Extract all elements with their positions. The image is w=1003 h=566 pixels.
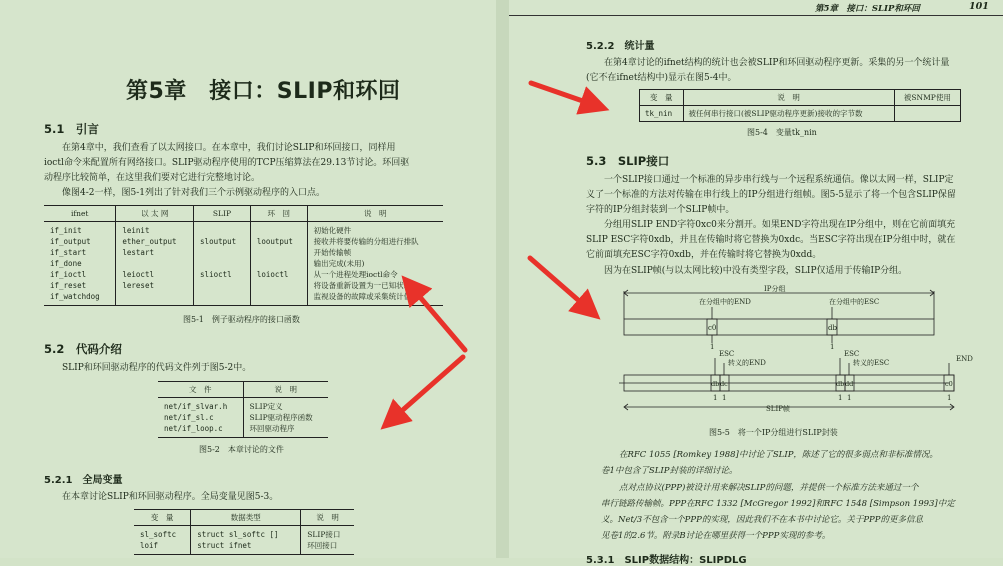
esc-label: ESC <box>844 350 860 358</box>
col-header: 变 量 <box>640 90 684 106</box>
ethernet-column: leinit ether_output lestart leioctl lereset <box>116 222 194 306</box>
description-cell: 被任何串行接口(被SLIP驱动程序更新)接收的字节数 <box>683 106 894 122</box>
col-header: 变 量 <box>134 510 191 526</box>
note-line: 义。Net/3不包含一个PPP的实现，因此我们不在本书中讨论它。关于PPP的更多信息 <box>601 515 923 525</box>
paragraph-line: (它不在ifnet结构中)显示在图5-4中。 <box>586 73 737 83</box>
description-column: 初始化硬件 接收并将要传输的分组进行排队 开始传输帧 输出完成(未用) 从一个进程处理ioctl命令 将设备重新设置为一已知状态 监视设备的故障或采集统计信息 <box>307 222 443 306</box>
paragraph-line: 字符的IP分组封装到一个SLIP帧中。 <box>586 205 735 215</box>
left-page <box>0 0 496 558</box>
file-desc-column: SLIP定义 SLIP驱动程序函数 环回驱动程序 <box>243 398 328 438</box>
escaped-end-label: 转义的END <box>728 359 766 367</box>
escaped-esc-label: 转义的ESC <box>853 359 890 367</box>
col-header: 以 太 网 <box>116 206 194 222</box>
db-cell: db <box>828 324 837 332</box>
section-5-3-heading: 5.3 SLIP接口 <box>586 154 670 168</box>
slip-column: sloutput slioctl <box>194 222 251 306</box>
col-header: 说 明 <box>683 90 894 106</box>
section-5-2-1-heading: 5.2.1 全局变量 <box>44 475 123 486</box>
note-line: 卷1中包含了SLIP封装的详细讨论。 <box>601 466 738 476</box>
db-cell: db <box>836 380 845 388</box>
end-in-packet-label: 在分组中的END <box>699 298 751 306</box>
figure-5-1-table <box>44 205 443 306</box>
variable-cell: tk_nin <box>640 106 684 122</box>
figure-5-1-caption: 图5-1 例子驱动程序的接口函数 <box>183 315 300 324</box>
ifnet-column: if_init if_output if_start if_done if_ioctl if_reset if_watchdog <box>50 226 100 301</box>
paragraph-line: 因为在SLIP帧(与以太网比较)中没有类型字段，SLIP仅适用于传输IP分组。 <box>604 266 908 276</box>
end-label: END <box>956 355 973 363</box>
paragraph-line: 分组用SLIP END字符0xc0来分割开。如果END字符出现在IP分组中，则在它前面填充 <box>604 220 956 230</box>
col-header: 被SNMP使用 <box>894 90 960 106</box>
col-header: 文 件 <box>158 382 243 398</box>
section-5-2-heading: 5.2 代码介绍 <box>44 342 122 356</box>
col-header: ifnet <box>44 206 116 222</box>
right-page <box>509 0 1003 566</box>
type-column: struct sl_softc [] struct ifnet <box>191 526 301 555</box>
paragraph-line: 像图4-2一样，图5-1列出了针对我们三个示例驱动程序的入口点。 <box>62 188 325 198</box>
col-header: 说 明 <box>307 206 443 222</box>
one-label: 1 <box>830 343 835 351</box>
running-head: 第5章 接口：SLIP和环回 <box>815 4 920 14</box>
chapter-title: 第5章 接口：SLIP和环回 <box>126 79 401 104</box>
col-header: 说 明 <box>243 382 328 398</box>
c0-cell: c0 <box>708 324 717 332</box>
note-line: 串行链路传输帧。PPP在RFC 1332 [McGregor 1992]和RFC 1548 [Simpson 1993]中定 <box>601 499 955 509</box>
paragraph-line: 在第4章中，我们查看了以太网接口。在本章中，我们讨论SLIP和环回接口，同样用 <box>62 143 396 153</box>
paragraph-line: 在本章讨论SLIP和环回驱动程序。全局变量见图5-3。 <box>62 492 279 502</box>
section-5-1-heading: 5.1 引言 <box>44 122 99 136</box>
figure-5-4-caption: 图5-4 变量tk_nin <box>747 128 817 137</box>
slip-frame-label: SLIP帧 <box>766 405 790 413</box>
figure-5-2-table <box>158 381 328 438</box>
var-desc-column: SLIP接口 环回接口 <box>301 526 354 555</box>
snmp-cell <box>894 106 960 122</box>
one-label: 1 <box>947 394 952 402</box>
note-line: 点对点协议(PPP)被设计用来解决SLIP的问题，并提供一个标准方法来通过一个 <box>619 483 919 493</box>
variable-column: sl_softc loif <box>140 530 177 550</box>
paragraph-line: SLIP ESC字符0xdb，并且在传输时将它替换为0xdc。当ESC字符出现在IP分组中时，就在 <box>586 235 956 245</box>
one-label: 1 <box>847 394 852 402</box>
db-cell: db <box>711 380 720 388</box>
file-column: net/if_slvar.h net/if_sl.c net/if_loop.c <box>164 402 228 433</box>
one-label: 1 <box>838 394 843 402</box>
figure-5-5-diagram <box>604 283 973 423</box>
one-label: 1 <box>722 394 727 402</box>
esc-in-packet-label: 在分组中的ESC <box>829 298 880 306</box>
figure-5-3-table <box>134 509 354 555</box>
esc-label: ESC <box>719 350 735 358</box>
col-header: 数据类型 <box>191 510 301 526</box>
figure-5-5-caption: 图5-5 将一个IP分组进行SLIP封装 <box>709 428 838 437</box>
c0-cell: c0 <box>945 380 953 388</box>
dc-cell: dc <box>720 380 728 388</box>
paragraph-line: 在第4章讨论的ifnet结构的统计也会被SLIP和环回驱动程序更新。采集的另一个统计量 <box>604 58 950 68</box>
paragraph-line: 动程序比较简单，在这里我们要对它进行完整地讨论。 <box>44 173 261 183</box>
paragraph-line: 它前面填充ESC字符0xdb，并在传输时将它替换为0xdd。 <box>586 250 822 260</box>
col-header: 说 明 <box>301 510 354 526</box>
note-line: 在RFC 1055 [Romkey 1988]中讨论了SLIP，陈述了它的很多弱点和非标准情况。 <box>619 450 938 460</box>
book-gutter <box>496 0 509 558</box>
figure-5-2-caption: 图5-2 本章讨论的文件 <box>199 445 284 454</box>
loopback-column: looutput loioctl <box>250 222 307 306</box>
paragraph-line: 义了一个标准的方法对传输在串行线上的IP分组进行组帧。图5-5显示了将一个包含SLIP保留 <box>586 190 956 200</box>
dd-cell: dd <box>845 380 854 388</box>
section-5-2-2-heading: 5.2.2 统计量 <box>586 41 655 52</box>
page-number: 101 <box>969 1 989 12</box>
col-header: SLIP <box>194 206 251 222</box>
cut-heading: 5.3.1 SLIP数据结构：SLIPDLG <box>586 555 747 566</box>
paragraph-line: SLIP和环回驱动程序的代码文件列于图5-2中。 <box>62 363 252 373</box>
col-header: 环 回 <box>250 206 307 222</box>
one-label: 1 <box>710 343 715 351</box>
one-label: 1 <box>713 394 718 402</box>
ip-packet-label: IP分组 <box>764 285 786 293</box>
paragraph-line: ioctl命令来配置所有网络接口。SLIP驱动程序使用的TCP压缩算法在29.13节讨论。环回驱 <box>44 158 410 168</box>
running-header <box>509 0 1003 16</box>
figure-5-4-table <box>639 89 961 122</box>
paragraph-line: 一个SLIP接口通过一个标准的异步串行线与一个远程系统通信。像以太网一样，SLIP定 <box>604 175 954 185</box>
note-line: 见卷1的2.6节。附录B讨论在哪里获得一个PPP实现的参考。 <box>601 531 831 541</box>
